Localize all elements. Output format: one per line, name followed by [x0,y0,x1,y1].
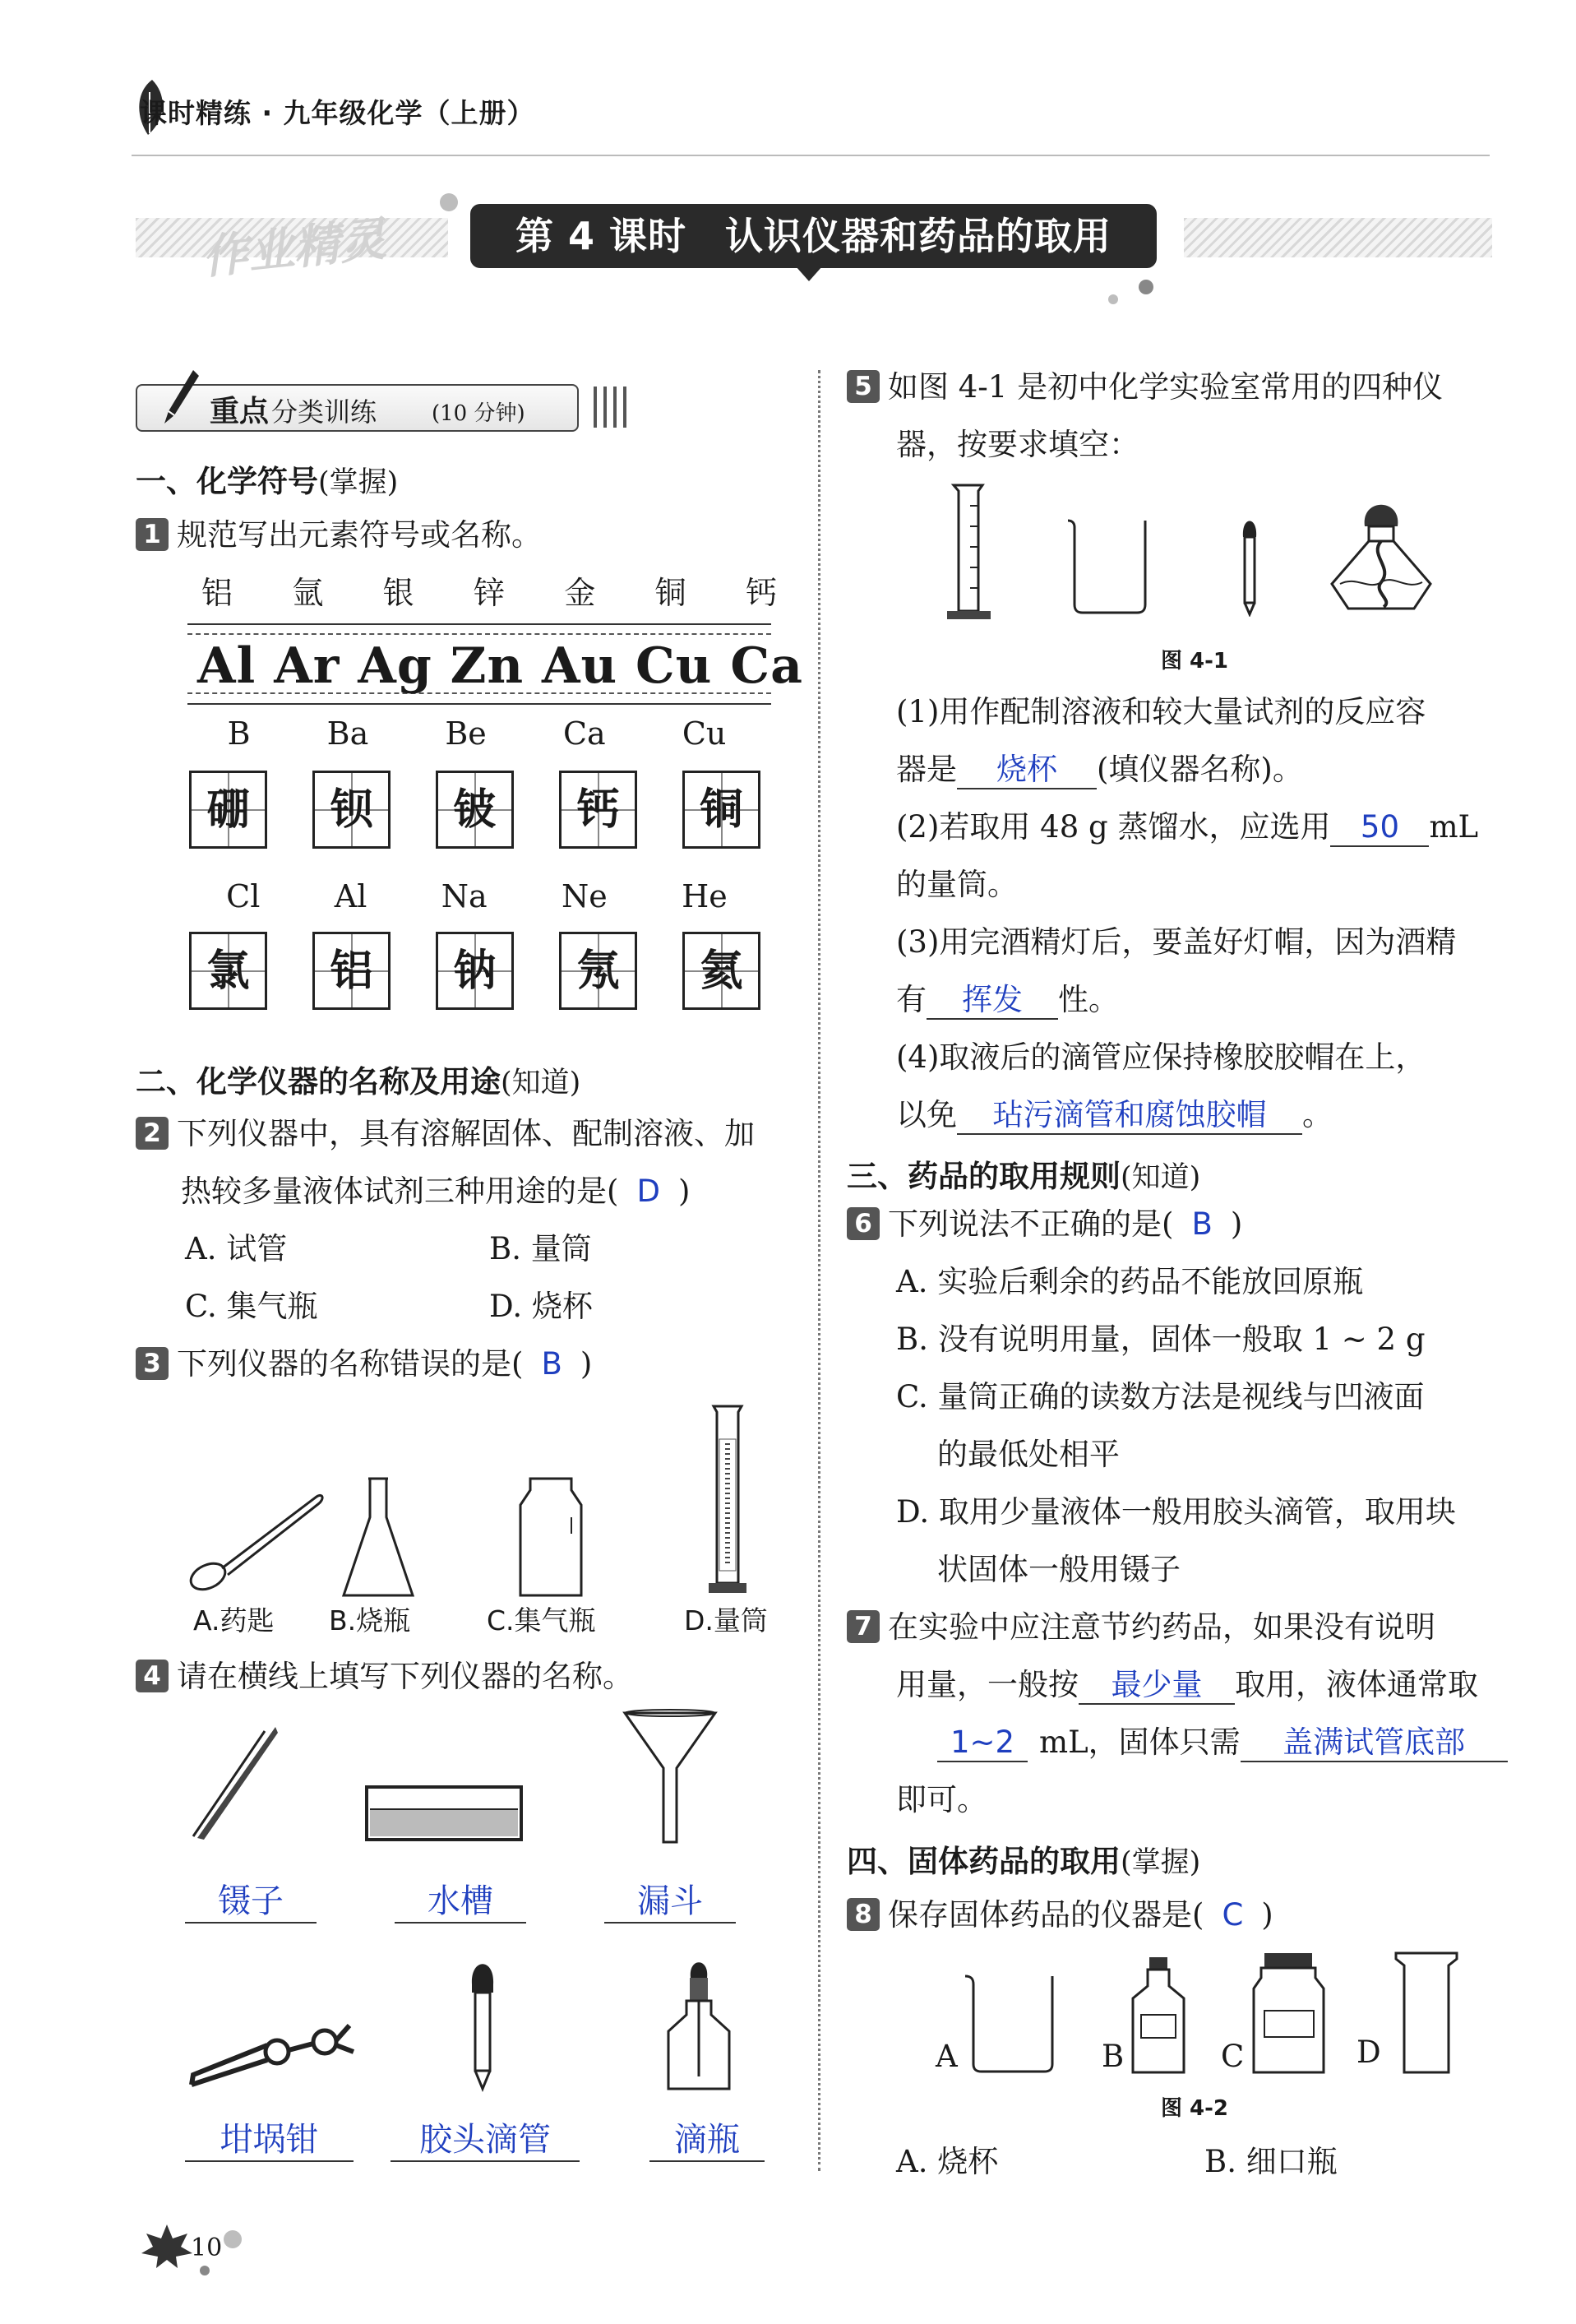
q4-answer-4: 坩埚钳 [185,2113,354,2162]
q8-fig-label-c: C [1221,2039,1245,2074]
decor-dot [440,193,458,211]
q1-stem: 1 规范写出元素符号或名称。 [136,514,542,557]
q5-answer-3: 挥发 [927,982,1058,1020]
graduated-cylinder-icon [707,1402,748,1599]
q3-stem: 3 下列仪器的名称错误的是( B ) [136,1343,592,1386]
decor-dot [1139,280,1153,294]
watermark-text: 作业精灵 [199,212,389,285]
q5-part4-line2: 以免 玷污滴管和腐蚀胶帽 。 [896,1094,1333,1137]
key-training-time: (10 分钟) [432,401,525,426]
water-trough-icon [362,1780,526,1846]
q8-fig-label-a: A [936,2039,958,2074]
q1-symbols-handwritten: Al Ar Ag Zn Au Cu Ca [197,637,803,695]
lesson-title: 第 4 课时 认识仪器和药品的取用 [470,204,1157,268]
q4-answer-2: 水槽 [395,1875,526,1924]
q1-name-cell: 钠 [436,932,514,1010]
q6-option-c1: C. 量筒正确的读数方法是视线与凹液面 [896,1379,1425,1414]
q4-answer-1: 镊子 [185,1875,317,1924]
q6-option-d1: D. 取用少量液体一般用胶头滴管，取用块 [896,1494,1456,1530]
q3-label-c: C.集气瓶 [487,1604,596,1637]
q1-name-cell: 氯 [189,932,267,1010]
crucible-tongs-icon [185,1986,362,2093]
writing-line [187,623,771,625]
q2-line2: 热较多量液体试剂三种用途的是( D ) [181,1174,691,1209]
q8-fig-label-d: D [1356,2035,1381,2070]
q3-label-a: A.药匙 [193,1604,275,1637]
graduated-cylinder-icon [945,481,995,621]
q7-answer-1: 最少量 [1079,1667,1235,1705]
q1-name-cell: 铍 [436,771,514,849]
q7-answer-3: 盖满试管底部 [1241,1724,1508,1762]
key-training-strong: 重点 [210,395,270,428]
q1-name-cell: 钙 [559,771,637,849]
dropper-icon [1237,514,1262,617]
q6-option-c2: 的最低处相平 [937,1437,1120,1472]
decor-dot [1108,294,1118,304]
narrow-mouth-bottle-icon [1128,1953,1190,2076]
book-title: 课时精练 · 九年级化学（上册） [140,97,535,129]
q4-answer-5: 胶头滴管 [391,2113,580,2162]
header-rule [132,155,1490,156]
decor-dot [224,2230,242,2248]
q1-name-cell: 铝 [312,932,391,1010]
pen-icon [156,366,201,428]
figure-4-2-caption: 图 4-2 [1161,2096,1229,2121]
q8-answer: C [1222,1897,1244,1933]
bar-hatch [603,387,607,428]
q2-option-a: A. 试管 [185,1231,288,1266]
q5-line2: 器，按要求填空： [896,427,1139,462]
beaker-icon [962,1970,1065,2076]
page-number: 10 [191,2234,223,2262]
q6-option-b: B. 没有说明用量，固体一般取 1 ~ 2 g [896,1322,1426,1357]
q3-answer: B [541,1346,562,1382]
q4-answer-6: 滴瓶 [649,2113,765,2162]
bar-hatch [594,387,597,428]
alcohol-lamp-icon [1328,493,1435,617]
tweezers-icon [189,1723,280,1846]
q3-label-d: D.量筒 [684,1604,768,1637]
q5-answer-2: 50 [1330,809,1429,847]
wide-mouth-bottle-icon [1250,1949,1328,2076]
q5-part2-line1: (2)若取用 48 g 蒸馏水，应选用 50 mL [896,806,1478,849]
q7-line3: 1~2 mL，固体只需 盖满试管底部 [937,1721,1508,1764]
writing-line [187,633,771,635]
q7-answer-2: 1~2 [937,1724,1028,1762]
q8-stem: 8 保存固体药品的仪器是( C ) [847,1894,1273,1937]
q2-option-c: C. 集气瓶 [185,1289,318,1324]
beaker-icon [1065,514,1155,617]
q1-name-cell: 氦 [682,932,760,1010]
q5-line1: 5 如图 4-1 是初中化学实验室常用的四种仪 [847,366,1443,409]
q5-answer-4: 玷污滴管和腐蚀胶帽 [957,1097,1302,1135]
q5-part3-line1: (3)用完酒精灯后，要盖好灯帽，因为酒精 [896,924,1457,960]
erlenmeyer-flask-icon [337,1472,419,1604]
q8-option-b: B. 细口瓶 [1204,2144,1338,2179]
q6-option-a: A. 实验后剩余的药品不能放回原瓶 [896,1264,1364,1299]
q7-line1: 7 在实验中应注意节约药品，如果没有说明 [847,1606,1435,1649]
q1-name-cell: 氖 [559,932,637,1010]
q8-option-a: A. 烧杯 [896,2144,999,2179]
section-2-heading: 二、化学仪器的名称及用途(知道) [136,1064,581,1100]
q5-part2-line2: 的量筒。 [896,867,1018,902]
q1-row3-symbols: Cl Al Na Ne He [226,878,728,914]
q8-fig-label-b: B [1102,2039,1125,2074]
q3-label-b: B.烧瓶 [329,1604,411,1637]
gas-jar-icon [514,1472,588,1604]
q1-name-cell: 硼 [189,771,267,849]
medicine-spoon-icon [185,1476,329,1599]
q1-row2-symbols: B Ba Be Ca Cu [227,715,727,752]
section-3-heading: 三、药品的取用规则(知道) [847,1159,1201,1194]
q1-name-cell: 铜 [682,771,760,849]
section-4-heading: 四、固体药品的取用(掌握) [847,1844,1201,1879]
q5-part4-line1: (4)取液后的滴管应保持橡胶胶帽在上， [896,1039,1426,1075]
q1-element-names-row: 铝 氩 银 锌 金 铜 钙 [201,575,777,611]
q2-line1: 2 下列仪器中，具有溶解固体、配制溶液、加 [136,1113,755,1155]
q4-answer-3: 漏斗 [604,1875,736,1924]
q6-stem: 6 下列说法不正确的是( B ) [847,1203,1242,1246]
q6-option-d2: 状固体一般用镊子 [937,1552,1181,1587]
q7-line2: 用量，一般按 最少量 取用，液体通常取 [896,1664,1478,1706]
q6-answer: B [1191,1206,1213,1242]
q2-option-b: B. 量筒 [489,1231,592,1266]
q5-answer-1: 烧杯 [957,752,1097,789]
q2-option-d: D. 烧杯 [489,1289,593,1324]
q1-name-cell: 钡 [312,771,391,849]
dropper-icon [462,1953,503,2093]
q2-answer: D [636,1174,660,1209]
bar-hatch [613,387,617,428]
banner-stripe-right [1184,218,1492,257]
q5-part1-line1: (1)用作配制溶液和较大量试剂的反应容 [896,694,1426,729]
q4-stem: 4 请在横线上填写下列仪器的名称。 [136,1655,633,1698]
banner-pointer [796,266,822,281]
bar-hatch [623,387,626,428]
gas-jar-icon [1389,1949,1463,2076]
funnel-icon [621,1706,719,1846]
key-training-label: 分类训练 [271,396,377,428]
q5-part1-line2: 器是 烧杯 (填仪器名称)。 [896,748,1303,791]
section-1-heading: 一、化学符号(掌握) [136,464,399,499]
dropper-bottle-icon [662,1953,736,2097]
q7-line4: 即可。 [896,1782,987,1817]
writing-line [187,703,771,705]
column-divider [818,370,820,2171]
figure-4-1-caption: 图 4-1 [1161,649,1229,674]
decor-dot [200,2266,210,2275]
q5-part3-line2: 有 挥发 性。 [896,979,1119,1021]
maple-leaf-icon [138,2220,196,2270]
